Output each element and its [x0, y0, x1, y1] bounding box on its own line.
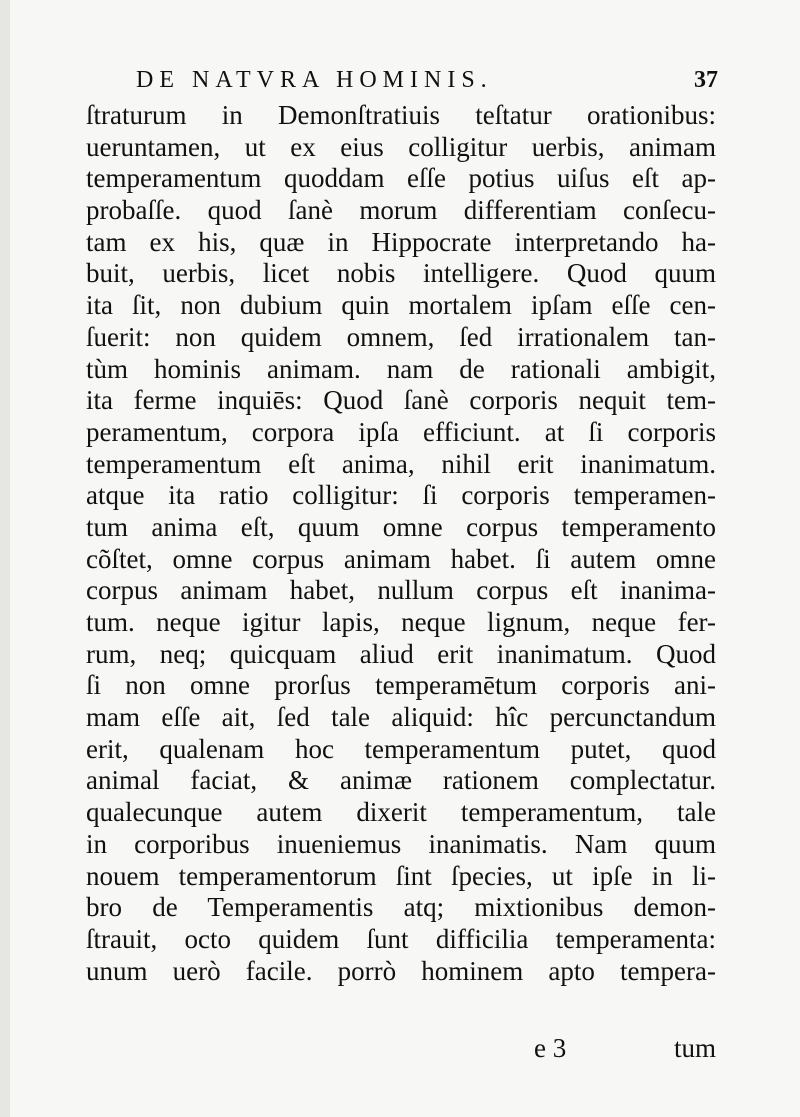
- catchword: tum: [673, 1033, 716, 1063]
- text-line: nouem temperamentorum ſint ſpecies, ut ipſe in li-: [86, 860, 716, 891]
- page-number: 37: [694, 67, 718, 93]
- text-line: ſi non omne prorſus temperamētum corporis ani-: [86, 670, 716, 701]
- text-line: ſtrauit, octo quidem ſunt difficilia temperamenta:: [86, 923, 716, 954]
- text-line: in corporibus inueniemus inanimatis. Nam quum: [86, 828, 716, 859]
- page-footer: [86, 1030, 716, 1066]
- text-line: ſuerit: non quidem omnem, ſed irrationalem tan-: [86, 321, 716, 352]
- page-header: [118, 62, 718, 98]
- text-line: ita ferme inquiēs: Quod ſanè corporis nequit tem-: [86, 385, 716, 416]
- signature-mark: e 3: [534, 1033, 567, 1063]
- text-line: tùm hominis animam. nam de rationali ambigit,: [86, 353, 716, 384]
- text-line: ſtraturum in Demonſtratiuis teſtatur orationibus:: [86, 100, 716, 130]
- text-line: temperamentum eſt anima, nihil erit inanimatum.: [86, 448, 716, 479]
- text-line: tum anima eſt, quum omne corpus temperamento: [86, 511, 716, 542]
- text-line: ita ſit, non dubium quin mortalem ipſam eſſe cen-: [86, 290, 716, 321]
- text-line: tam ex his, quæ in Hippocrate interpretando ha-: [86, 226, 716, 257]
- text-line: unum uerò facile. porrò hominem apto tempera-: [86, 955, 716, 986]
- text-line: probaſſe. quod ſanè morum differentiam conſecu-: [86, 195, 716, 226]
- text-line: buit, uerbis, licet nobis intelligere. Quod quum: [86, 258, 716, 289]
- text-line: tum. neque igitur lapis, neque lignum, neque fer-: [86, 607, 716, 637]
- text-line: erit, qualenam hoc temperamentum putet, quod: [86, 733, 716, 764]
- text-line: bro de Temperamentis atq; mixtionibus demon-: [86, 892, 716, 923]
- text-line: cõſtet, omne corpus animam habet. ſi autem omne: [86, 543, 716, 574]
- text-line: temperamentum quoddam eſſe potius uiſus eſt ap-: [86, 163, 716, 194]
- body-text: [86, 100, 716, 987]
- text-line: atque ita ratio colligitur: ſi corporis temperamen-: [86, 480, 716, 511]
- page-gutter-shadow: [0, 0, 10, 1117]
- text-line: rum, neq; quicquam aliud erit inanimatum. Quod: [86, 638, 716, 669]
- running-head: DE NATVRA HOMINIS.: [136, 67, 493, 93]
- text-line: mam eſſe ait, ſed tale aliquid: hîc percunctandum: [86, 702, 716, 733]
- text-line: peramentum, corpora ipſa efficiunt. at ſi corporis: [86, 416, 716, 447]
- text-line: qualecunque autem dixerit temperamentum, tale: [86, 797, 716, 828]
- text-line: ueruntamen, ut ex eius colligitur uerbis, animam: [86, 131, 716, 162]
- text-line: animal faciat, & animæ rationem complectatur.: [86, 765, 716, 796]
- text-line: corpus animam habet, nullum corpus eſt inanima-: [86, 575, 716, 606]
